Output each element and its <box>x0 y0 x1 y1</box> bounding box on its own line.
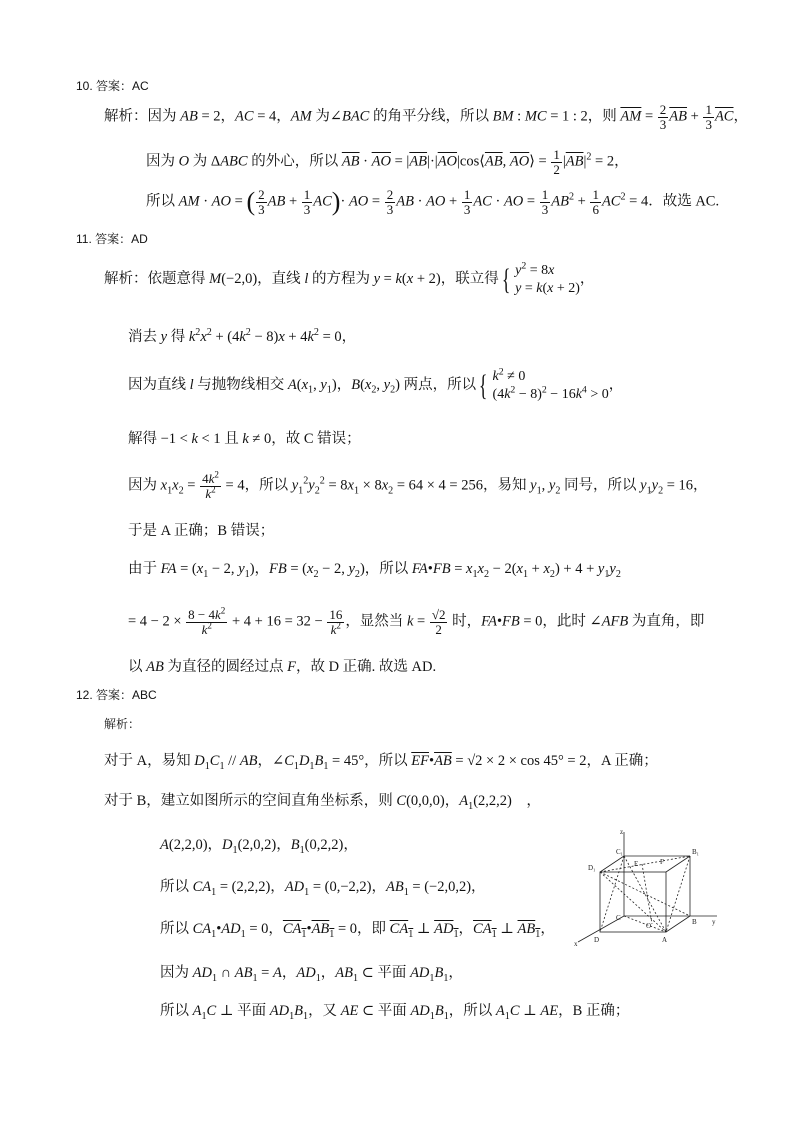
q10-line-3: 所以 AM · AO = ( $\frac{2}{3}$ AB + $\frac{1}{3}$ AC)· AO = $\frac{2}{3}$ AB · AO + $\frac{1}{3}$ AC · AO = $\frac{1}{3}$ $AB^2$ + $\frac{1}{6}$ $AC^2 = 4$．故选 AC. <box>146 187 720 217</box>
q12-line-1: 解析： <box>104 717 141 731</box>
q10-line-1: 解析：因为 AB = 2，AC = 4，AM 为∠BAC 的角平分线，所以 BM : MC = 1 : 2，则 $\overline{AM}$ = $\frac{2}{3}$ $\overline{AB}$ + $\frac{1}{3}$ $\overline{AC}$， <box>104 102 748 132</box>
q12-answer-header: 12. 答案：ABC <box>76 688 157 702</box>
fig-label-z: z <box>620 828 624 836</box>
fig-label-f: F <box>660 858 664 866</box>
fig-label-x: x <box>574 940 578 948</box>
fig-label-d1: D₁ <box>588 864 596 872</box>
fig-label-a: A <box>662 936 668 944</box>
q11-line-7: 由于 FA = ($x_1 - 2$, $y_1$)，FB = ($x_2 - 2$, $y_2$)，所以 FA•FB = $x_1x_2 - 2(x_1 + x_2) + 4 + y_1y_2$ <box>128 561 621 580</box>
fig-label-c1: C₁ <box>616 848 624 856</box>
fig-label-d: D <box>594 936 600 944</box>
fig-label-b1: B₁ <box>692 848 700 856</box>
q12-line-6: 所以 $CA_1•AD_1 = 0$，$CA_1•AB_1 = 0$，即 $CA_1$ ⊥ $AD_1$，$CA_1$ ⊥ $AB_1$， <box>160 921 555 940</box>
q12-line-7: 因为 $AD_1$ ∩ $AB_1 = A$，$AD_1$，$AB_1$ ⊂ 平面 $AD_1B_1$， <box>160 965 463 984</box>
fig-label-o: O <box>646 922 652 930</box>
cube-coordinate-figure <box>572 826 722 948</box>
q12-line-5: 所以 $CA_1 = (2,2,2)$，$AD_1 = (0,-2,2)$，$AB_1 = (-2,0,2)$， <box>160 879 486 898</box>
q12-line-8: 所以 $A_1C$ ⊥ 平面 $AD_1B_1$，又 AE ⊂ 平面 $AD_1B_1$，所以 $A_1C$ ⊥ AE，B 正确； <box>160 1003 630 1022</box>
fig-label-c: C <box>616 914 621 922</box>
q10-answer-header: 10. 答案：AC <box>76 79 149 93</box>
fig-label-b: B <box>692 918 697 926</box>
q11-line-1: 解析：依题意得 M(−2,0)，直线 l 的方程为 y = k(x + 2)，联立得{ $y^2 = 8x$ y = k(x + 2)， <box>104 260 595 296</box>
q11-line-6: 于是 A 正确；B 错误； <box>128 523 275 539</box>
q11-line-8: = 4 − 2 × $\frac{8 - 4k^2}{k^2}$ + 4 + 16 = 32 − $\frac{16}{k^2}$ ，显然当 k = $\frac{√2}{2}$ 时，FA•FB = 0，此时 ∠AFB 为直角，即 <box>128 605 705 637</box>
q11-line-3: 因为直线 l 与抛物线相交 $A(x_1$, $y_1$)，$B(x_2$, $y_2$) 两点，所以{ $k^2 \ne 0$ $(4k^2 - 8)^2 - 16k^4 > 0$， <box>128 366 624 402</box>
fig-label-y: y <box>712 918 716 926</box>
q11-answer-header: 11. 答案：AD <box>76 232 148 246</box>
q11-line-5: 因为 $x_1x_2$ = $\frac{4k^2}{k^2}$ = 4，所以 $y_1^2y_2^2 = 8x_1 \times 8x_2 = 64 \times 4 = 256$，易知 $y_1$, $y_2$ 同号，所以 $y_1y_2 = 16$， <box>128 469 708 501</box>
q12-line-4: A(2,2,0)，$D_1(2,0,2)$，$B_1(0,2,2)$， <box>160 837 358 856</box>
q10-line-2: 因为 O 为 ΔABC 的外心，所以 $\overline{AB} \cdot \overline{AO}$ = $|\overline{AB}|\cdot|\overline{AO}|\cos⟨\overline{AB}$, $\overline{AO}⟩$ = $\frac{1}{2}$ $|\overline{AB}|^2 = 2$， <box>146 147 629 177</box>
q12-line-2: 对于 A，易知 $D_1C_1$ // AB，$\angle C_1D_1B_1 = 45^\circ$，所以 $\overline{EF}•\overline{AB} = √2 \times 2 \times \cos 45^\circ = 2$，A 正确； <box>104 753 658 772</box>
q11-line-4: 解得 −1 < k < 1 且 k ≠ 0，故 C 错误； <box>128 431 361 447</box>
q12-line-3: 对于 B，建立如图所示的空间直角坐标系，则 C(0,0,0)，$A_1(2,2,2)$ ， <box>104 793 541 812</box>
q11-line-9: 以 AB 为直径的圆经过点 F，故 D 正确. 故选 AD. <box>128 659 437 675</box>
q11-line-2: 消去 y 得 $k^2x^2 + (4k^2 - 8)x + 4k^2 = 0$， <box>128 327 357 345</box>
fig-label-e: E <box>634 860 639 868</box>
